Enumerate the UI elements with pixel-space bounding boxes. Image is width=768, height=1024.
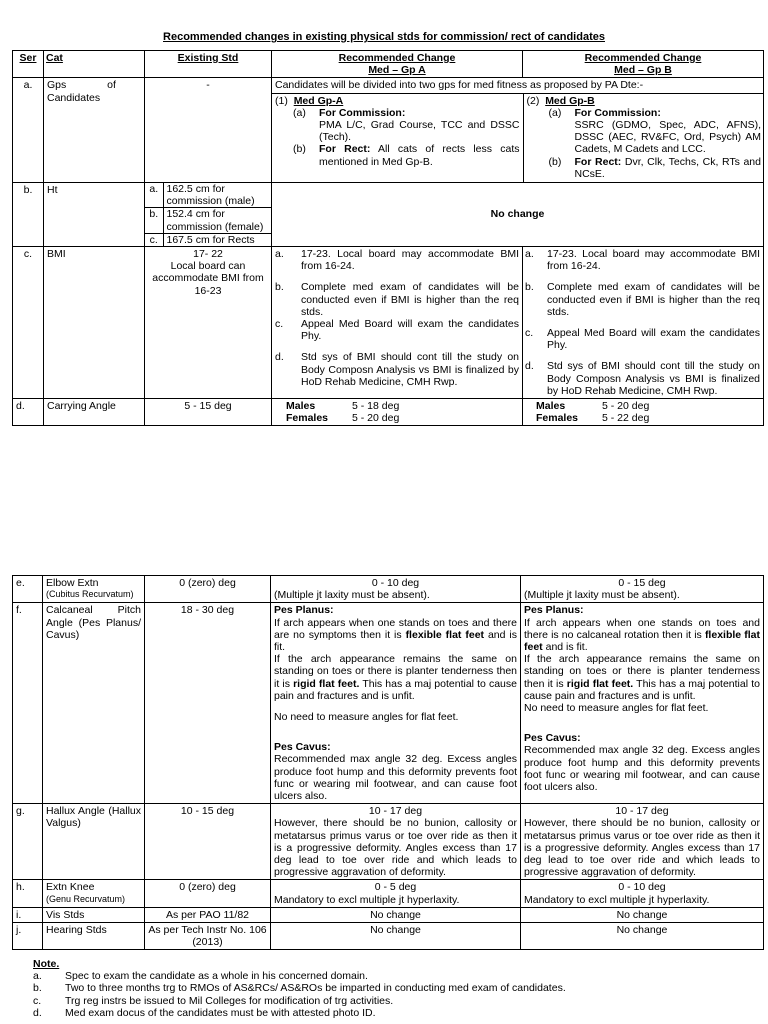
calcaneal-gp-b: Pes Planus: If arch appears when one stands on toes and there is no calcaneal rotation then it is flexible flat feet and is fit. If the arch appearance remains the same on standing on toes or there is planter tenderness then it is rigid flat feet. This has a maj potential to cause pain and fractures and is unfit. No need to measure angles for flat feet. Pes Cavus: Recommended max angle 32 deg. Excess angles produce foot hump and this deformity prevents foot func or wearing mil footwear, and can cause foot ulcers also. <box>521 603 764 804</box>
existing-carrying-angle: 5 - 15 deg <box>145 399 272 426</box>
row-height <box>13 183 764 247</box>
row-hallux-angle <box>13 804 764 880</box>
row-hearing-stds <box>13 923 764 950</box>
ser-header: Ser <box>13 51 44 78</box>
carrying-gp-a: Males 5 - 18 deg Females 5 - 20 deg <box>272 399 523 426</box>
groups-intro: Candidates will be divided into two gps for med fitness as proposed by PA Dte:- <box>272 78 763 93</box>
cat-header: Cat <box>44 51 145 78</box>
knee-gp-b: 0 - 10 deg Mandatory to excl multiple jt hyperlaxity. <box>521 880 764 907</box>
ser-i: i. <box>13 907 43 922</box>
elbow-gp-b: 0 - 15 deg (Multiple jt laxity must be absent). <box>521 576 764 603</box>
elbow-gp-a: 0 - 10 deg (Multiple jt laxity must be absent). <box>271 576 521 603</box>
existing-calcaneal-pitch: 18 - 30 deg <box>145 603 271 804</box>
row-carrying-angle <box>13 399 764 426</box>
ser-b: b. <box>13 183 44 247</box>
ser-j: j. <box>13 923 43 950</box>
cat-height: Ht <box>44 183 145 247</box>
cat-carrying-angle: Carrying Angle <box>44 399 145 426</box>
med-gp-a-block: (1) Med Gp-A (a) For Commission: PMA L/C, Grad Course, TCC and DSSC (Tech). (b) For Rect: All cats of rects less cats mentioned in Med Gp-B. <box>272 94 523 182</box>
standards-table-part-1 <box>12 50 764 426</box>
row-elbow-extn <box>13 576 764 603</box>
vis-gp-b: No change <box>521 907 764 922</box>
row-vis-stds <box>13 907 764 922</box>
ser-h: h. <box>13 880 43 907</box>
notes-section <box>33 958 733 1019</box>
knee-gp-a: 0 - 5 deg Mandatory to excl multiple jt hyperlaxity. <box>271 880 521 907</box>
ser-f: f. <box>13 603 43 804</box>
existing-hallux-angle: 10 - 15 deg <box>145 804 271 880</box>
vis-gp-a: No change <box>271 907 521 922</box>
cat-groups: Gps of Candidates <box>44 78 145 183</box>
med-gp-b-block: (2) Med Gp-B (a) For Commission: SSRC (GDMO, Spec, ADC, AFNS), DSSC (AEC, RV&FC, Ord, Psych) AM Cadets, M Cadets and LCC. (b) For Rect: Dvr, Clk, Techs, Ck, RTs and NCsE. <box>526 94 761 180</box>
page-title: Recommended changes in existing physical stds for commission/ rect of candidates <box>163 31 605 43</box>
groups-change <box>272 78 764 183</box>
existing-extn-knee: 0 (zero) deg <box>145 880 271 907</box>
calcaneal-gp-a: Pes Planus: If arch appears when one stands on toes and there are no symptoms then it is flexible flat feet and is fit. If the arch appearance remains the same on standing on toes or there is planter tenderness then it is rigid flat feet. This has a maj potential to cause pain and fractures and is unfit. No need to measure angles for flat feet. Pes Cavus: Recommended max angle 32 deg. Excess angles produce foot hump and this deformity prevents foot func or wearing mil footwear, and can cause foot ulcers also. <box>271 603 521 804</box>
hallux-gp-b: 10 - 17 deg However, there should be no bunion, callosity or metatarsus primus varus or toe over ride as then it is a progressive deformity. Angles excess than 17 deg lead to toe over ride and which leads to progressive aggravation of deformity. <box>521 804 764 880</box>
note-item: a. Spec to exam the candidate as a whole in his concerned domain. <box>33 970 368 983</box>
standards-table-part-2 <box>12 575 764 950</box>
ser-c: c. <box>13 247 44 399</box>
bmi-gp-b: a. 17-23. Local board may accommodate BMI from 16-24. b. Complete med exam of candidates will be conducted even if BMI is higher than the req stds. c. Appeal Med Board will exam the candidates Phy. d. Std sys of BMI should cont till the study on Body Composn Analysis vs BMI is finalized by HoD Rehab Medicine, CMH Rwp. <box>523 247 764 399</box>
existing-vis-stds: As per PAO 11/82 <box>145 907 271 922</box>
cat-elbow-extn: Elbow Extn (Cubitus Recurvatum) <box>43 576 145 603</box>
row-groups-of-candidates <box>13 78 764 183</box>
carrying-gp-b: Males 5 - 20 deg Females 5 - 22 deg <box>523 399 764 426</box>
hallux-gp-a: 10 - 17 deg However, there should be no bunion, callosity or metatarsus primus varus or toe over ride as then it is a progressive deformity. Angles excess than 17 deg lead to toe over ride and which leads to progressive aggravation of deformity. <box>271 804 521 880</box>
note-item: b. Two to three months trg to RMOs of AS&RCs/ AS&ROs be imparted in conducting med exam of candidates. <box>33 982 566 995</box>
row-extn-knee <box>13 880 764 907</box>
existing-elbow-extn: 0 (zero) deg <box>145 576 271 603</box>
cat-hearing-stds: Hearing Stds <box>43 923 145 950</box>
row-bmi <box>13 247 764 399</box>
existing-hearing-stds: As per Tech Instr No. 106 (2013) <box>145 923 271 950</box>
hearing-gp-b: No change <box>521 923 764 950</box>
height-no-change: No change <box>272 183 764 247</box>
cat-vis-stds: Vis Stds <box>43 907 145 922</box>
note-item: c. Trg reg instrs be issued to Mil Colleges for modification of trg activities. <box>33 994 394 1007</box>
existing-height: a. 162.5 cm for commission (male) b. 152.4 cm for commission (female) c. 167.5 cm for Rects <box>145 183 272 247</box>
cat-calcaneal-pitch: Calcaneal Pitch Angle (Pes Planus/ Cavus) <box>43 603 145 804</box>
ser-e: e. <box>13 576 43 603</box>
hearing-gp-a: No change <box>271 923 521 950</box>
gp-b-header: Recommended Change Med – Gp B <box>523 51 764 78</box>
notes-title: Note. <box>33 958 60 970</box>
cat-bmi: BMI <box>44 247 145 399</box>
ser-g: g. <box>13 804 43 880</box>
existing-bmi: 17- 22 Local board can accommodate BMI from 16-23 <box>145 247 272 399</box>
note-item: d. Med exam docus of the candidates must be with attested photo ID. <box>33 1006 376 1019</box>
existing-std-header: Existing Std <box>145 51 272 78</box>
cat-hallux-angle: Hallux Angle (Hallux Valgus) <box>43 804 145 880</box>
row-calcaneal-pitch <box>13 603 764 804</box>
gp-a-header: Recommended Change Med – Gp A <box>272 51 523 78</box>
ser-a: a. <box>13 78 44 183</box>
bmi-gp-a: a. 17-23. Local board may accommodate BMI from 16-24. b. Complete med exam of candidates will be conducted even if BMI is higher than the req stds. c. Appeal Med Board will exam the candidates Phy. d. Std sys of BMI should cont till the study on Body Composn Analysis vs BMI is finalized by HoD Rehab Medicine, CMH Rwp. <box>272 247 523 399</box>
header-row <box>13 51 764 78</box>
ser-d: d. <box>13 399 44 426</box>
cat-extn-knee: Extn Knee (Genu Recurvatum) <box>43 880 145 907</box>
existing-groups: - <box>145 78 272 183</box>
